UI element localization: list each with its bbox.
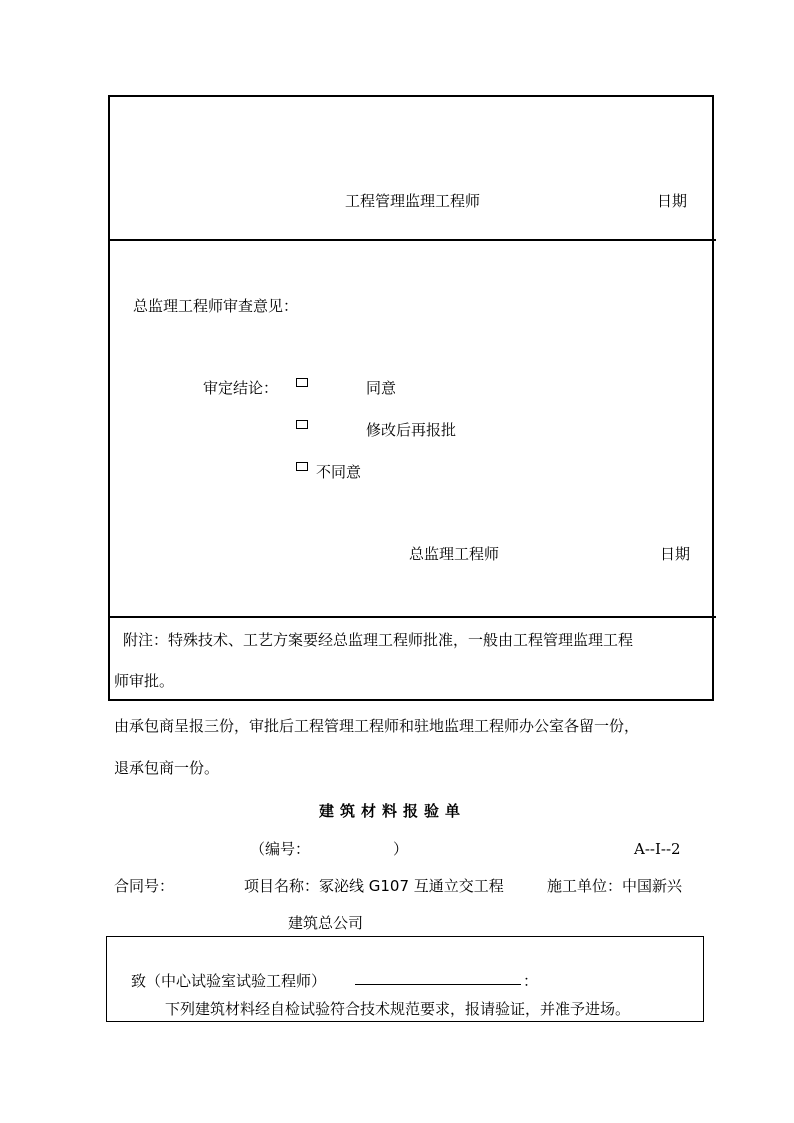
disagree-option-label: 不同意 (316, 463, 362, 481)
distribution-line-1: 由承包商呈报三份，审批后工程管理工程师和驻地监理工程师办公室各留一份， (114, 717, 640, 735)
agree-checkbox[interactable] (296, 378, 308, 387)
form-number-label: （编号： (250, 840, 311, 858)
form-title: 建筑材料报验单 (319, 802, 467, 820)
table-divider-1 (108, 239, 716, 241)
contract-number-label: 合同号： (114, 877, 175, 895)
chief-opinion-label: 总监理工程师审查意见： (133, 297, 299, 315)
table-divider-2 (108, 616, 716, 618)
revise-option-label: 修改后再报批 (366, 421, 457, 439)
form-number-close: ） (393, 840, 409, 858)
engineer-signer-label: 工程管理监理工程师 (345, 192, 481, 210)
form-code: A--I--2 (634, 840, 681, 858)
note-line-2: 师审批。 (114, 672, 175, 690)
note-line-1: 附注：特殊技术、工艺方案要经总监理工程师批准，一般由工程管理监理工程 (123, 631, 634, 649)
engineer-date-label: 日期 (657, 192, 688, 210)
disagree-checkbox[interactable] (296, 462, 308, 471)
project-name-label: 项目名称：冢泌线 G107 互通立交工程 (244, 877, 504, 895)
chief-date-label: 日期 (660, 545, 691, 563)
conclusion-label: 审定结论： (203, 379, 279, 397)
approval-table (108, 95, 714, 701)
distribution-line-2: 退承包商一份。 (114, 759, 220, 777)
contractor-continued: 建筑总公司 (288, 914, 364, 932)
inspection-body-text: 下列建筑材料经自检试验符合技术规范要求，报请验证，并准予进场。 (165, 1000, 631, 1018)
recipient-field[interactable] (355, 970, 521, 989)
chief-signer-label: 总监理工程师 (409, 545, 500, 563)
recipient-label: 致（中心试验室试验工程师） (131, 972, 327, 990)
contractor-label: 施工单位：中国新兴 (547, 877, 683, 895)
agree-option-label: 同意 (366, 379, 397, 397)
recipient-colon: ： (523, 972, 539, 990)
revise-checkbox[interactable] (296, 420, 308, 429)
